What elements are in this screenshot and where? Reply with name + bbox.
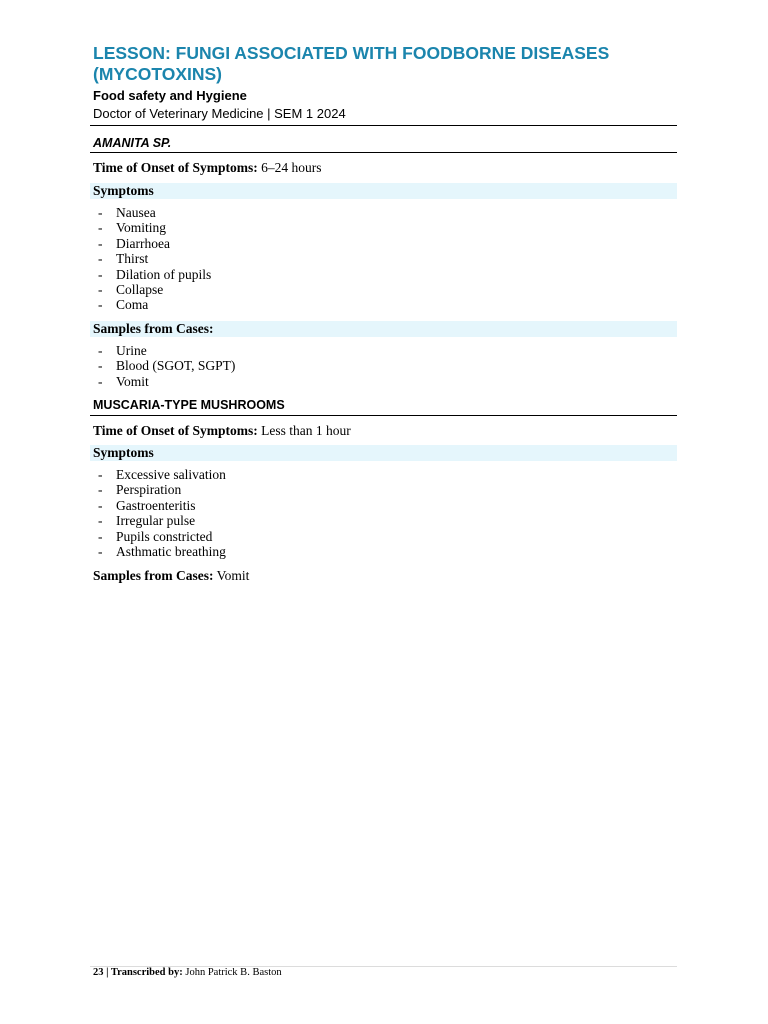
list-item-text: Urine <box>116 343 147 358</box>
course-name: Food safety and Hygiene <box>93 88 247 103</box>
dash-marker: - <box>98 528 103 544</box>
dash-marker: - <box>98 220 103 236</box>
section-heading-amanita: AMANITA SP. <box>93 136 172 150</box>
samples-label: Samples from Cases: <box>93 568 214 583</box>
list-item-text: Perspiration <box>116 482 182 498</box>
credit-name: John Patrick B. Baston <box>182 967 282 978</box>
dash-marker: - <box>98 266 103 282</box>
dash-marker: - <box>98 297 103 313</box>
list-item <box>93 205 211 220</box>
list-item <box>93 358 235 373</box>
list-item <box>93 220 211 235</box>
dash-marker: - <box>98 543 103 559</box>
page-number: 23 <box>93 967 104 978</box>
symptoms-list <box>93 205 211 313</box>
onset-line <box>93 160 322 176</box>
list-item-text: Coma <box>116 297 149 313</box>
section-heading-muscaria: MUSCARIA-TYPE MUSHROOMS <box>93 398 285 412</box>
dash-marker: - <box>98 467 103 482</box>
dash-marker: - <box>98 205 103 220</box>
onset-value: 6–24 hours <box>257 160 322 175</box>
onset-label: Time of Onset of Symptoms: <box>93 423 258 438</box>
list-item <box>93 343 235 358</box>
list-item-text: Pupils constricted <box>116 528 213 544</box>
section-divider <box>90 415 677 416</box>
list-item-text: Collapse <box>116 281 164 297</box>
onset-label: Time of Onset of Symptoms: <box>93 160 258 175</box>
list-item-text: Blood (SGOT, SGPT) <box>116 358 236 374</box>
section-divider <box>90 152 677 153</box>
onset-line <box>93 423 351 439</box>
onset-value: Less than 1 hour <box>257 423 351 438</box>
page-footer <box>93 967 282 978</box>
symptoms-band <box>90 183 677 199</box>
list-item <box>93 498 226 513</box>
list-item <box>93 282 211 297</box>
list-item-text: Dilation of pupils <box>116 266 212 282</box>
list-item <box>93 513 226 528</box>
dash-marker: - <box>98 373 103 389</box>
list-item-text: Thirst <box>116 251 149 267</box>
list-item <box>93 529 226 544</box>
list-item-text: Asthmatic breathing <box>116 543 226 559</box>
list-item-text: Vomiting <box>116 220 167 236</box>
dash-marker: - <box>98 251 103 267</box>
list-item <box>93 251 211 266</box>
footer-separator: | <box>103 967 111 978</box>
list-item-text: Irregular pulse <box>116 513 196 529</box>
samples-list <box>93 343 235 389</box>
samples-band <box>90 321 677 337</box>
list-item <box>93 267 211 282</box>
lesson-title: LESSON: FUNGI ASSOCIATED WITH FOODBORNE DISEASES (MYCOTOXINS) <box>93 43 610 84</box>
dash-marker: - <box>98 513 103 529</box>
list-item-text: Nausea <box>116 205 156 220</box>
symptoms-label: Symptoms <box>93 183 154 198</box>
symptoms-list <box>93 467 226 559</box>
list-item <box>93 482 226 497</box>
dash-marker: - <box>98 482 103 498</box>
samples-label: Samples from Cases: <box>93 321 214 336</box>
list-item-text: Gastroenteritis <box>116 497 196 513</box>
symptoms-label: Symptoms <box>93 445 154 460</box>
list-item-text: Diarrhoea <box>116 235 170 251</box>
credit-label: Transcribed by: <box>110 967 183 978</box>
dash-marker: - <box>98 235 103 251</box>
list-item-text: Vomit <box>116 373 149 389</box>
list-item-text: Excessive salivation <box>116 467 226 482</box>
list-item <box>93 544 226 559</box>
list-item <box>93 236 211 251</box>
dash-marker: - <box>98 358 103 374</box>
dash-marker: - <box>98 497 103 513</box>
list-item <box>93 297 211 312</box>
dash-marker: - <box>98 343 103 358</box>
dash-marker: - <box>98 281 103 297</box>
list-item <box>93 467 226 482</box>
samples-line <box>93 568 249 584</box>
list-item <box>93 374 235 389</box>
symptoms-band <box>90 445 677 461</box>
header-divider <box>90 125 677 126</box>
samples-value: Vomit <box>213 568 250 583</box>
program-line: Doctor of Veterinary Medicine | SEM 1 2024 <box>93 106 346 121</box>
